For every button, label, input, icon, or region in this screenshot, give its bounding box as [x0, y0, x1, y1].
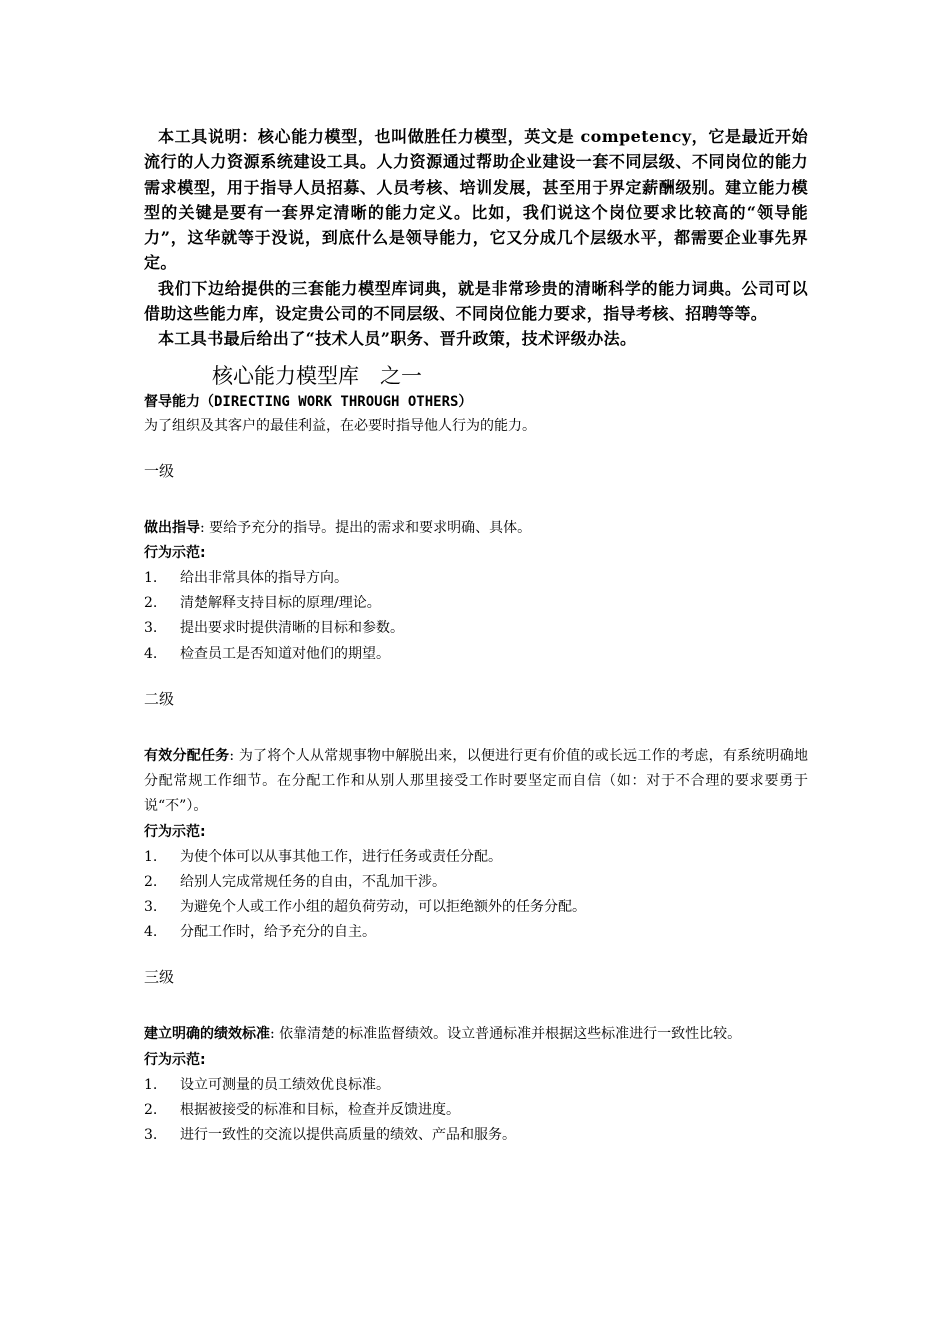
- behavior-label: 行为示范:: [144, 823, 206, 840]
- level-heading: 二级: [144, 689, 175, 708]
- level-item-text: : 为了将个人从常规事物中解脱出来，以便进行更有价值的或长远工作的考虑，有系统明确地分配常规工作细节。在分配工作和从别人那里接受工作时要坚定而自信（如：对于不合理的要求要勇于说“不”）。: [144, 747, 809, 815]
- list-number: 3.: [144, 899, 158, 916]
- list-item: [144, 1073, 808, 1098]
- level-item-name: 建立明确的绩效标准: [144, 1026, 270, 1043]
- list-number: 2.: [144, 595, 158, 612]
- list-item: [144, 845, 808, 870]
- list-text: 设立可测量的员工绩效优良标准。: [180, 1076, 390, 1093]
- level-section: [144, 459, 808, 667]
- list-text: 检查员工是否知道对他们的期望。: [180, 645, 390, 662]
- list-text: 提出要求时提供清晰的目标和参数。: [180, 620, 404, 637]
- level-description: [144, 744, 808, 820]
- level-section: [144, 687, 808, 946]
- level-heading: 三级: [144, 968, 175, 987]
- list-number: 1.: [144, 1076, 158, 1093]
- level-item-text: : 依靠清楚的标准监督绩效。设立普通标准并根据这些标准进行一致性比较。: [270, 1026, 742, 1043]
- competency-name: 督导能力（DIRECTING WORK THROUGH OTHERS）: [144, 393, 473, 410]
- list-number: 1.: [144, 848, 158, 865]
- list-item: [144, 642, 808, 667]
- list-number: 3.: [144, 1127, 158, 1144]
- list-text: 清楚解释支持目标的原理/理论。: [180, 595, 381, 612]
- level-item-name: 有效分配任务: [144, 747, 230, 764]
- level-item-name: 做出指导: [144, 519, 200, 536]
- intro-paragraph-3: 本工具书最后给出了“技术人员”职务、晋升政策，技术评级办法。: [158, 329, 637, 349]
- behavior-list: [144, 845, 808, 946]
- competency-definition: 为了组织及其客户的最佳利益，在必要时指导他人行为的能力。: [144, 417, 536, 434]
- list-text: 分配工作时，给予充分的自主。: [180, 924, 376, 941]
- behavior-label: 行为示范:: [144, 1051, 206, 1068]
- list-number: 2.: [144, 873, 158, 890]
- list-item: [144, 1123, 808, 1148]
- list-item: [144, 616, 808, 641]
- intro-section: [144, 124, 808, 352]
- document-page: [144, 124, 808, 1148]
- level-description: [144, 516, 808, 541]
- list-item: [144, 870, 808, 895]
- list-number: 1.: [144, 569, 158, 586]
- list-text: 根据被接受的标准和目标，检查并反馈进度。: [180, 1101, 460, 1118]
- intro-paragraph-2: 我们下边给提供的三套能力模型库词典，就是非常珍贵的清晰科学的能力词典。公司可以借助这些能力库，设定贵公司的不同层级、不同岗位能力要求，指导考核、招聘等等。: [144, 278, 808, 324]
- behavior-list: [144, 1073, 808, 1149]
- list-number: 2.: [144, 1101, 158, 1118]
- list-text: 给出非常具体的指导方向。: [180, 569, 348, 586]
- list-item: [144, 591, 808, 616]
- list-item: [144, 920, 808, 945]
- document-title: 核心能力模型库 之一: [212, 363, 422, 388]
- level-item-text: : 要给予充分的指导。提出的需求和要求明确、具体。: [200, 519, 532, 536]
- list-text: 为使个体可以从事其他工作，进行任务或责任分配。: [180, 848, 502, 865]
- list-item: [144, 1098, 808, 1123]
- list-number: 3.: [144, 620, 158, 637]
- behavior-label: 行为示范:: [144, 544, 206, 561]
- list-text: 为避免个人或工作小组的超负荷劳动，可以拒绝额外的任务分配。: [180, 899, 586, 916]
- list-number: 4.: [144, 645, 158, 662]
- list-item: [144, 895, 808, 920]
- behavior-list: [144, 566, 808, 667]
- level-description: [144, 1022, 808, 1047]
- level-section: [144, 965, 808, 1148]
- list-number: 4.: [144, 924, 158, 941]
- level-heading: 一级: [144, 461, 175, 480]
- intro-paragraph-1: 本工具说明：核心能力模型，也叫做胜任力模型，英文是 competency，它是最近开始流行的人力资源系统建设工具。人力资源通过帮助企业建设一套不同层级、不同岗位的能力需求模型，用于指导人员招募、人员考核、培训发展，甚至用于界定薪酬级别。建立能力模型的关键是要有一套界定清晰的能力定义。比如，我们说这个岗位要求比较高的“领导能力”，这华就等于没说，到底什么是领导能力，它又分成几个层级水平，都需要企业事先界定。: [144, 127, 808, 273]
- list-text: 进行一致性的交流以提供高质量的绩效、产品和服务。: [180, 1127, 516, 1144]
- list-item: [144, 566, 808, 591]
- list-text: 给别人完成常规任务的自由，不乱加干涉。: [180, 873, 446, 890]
